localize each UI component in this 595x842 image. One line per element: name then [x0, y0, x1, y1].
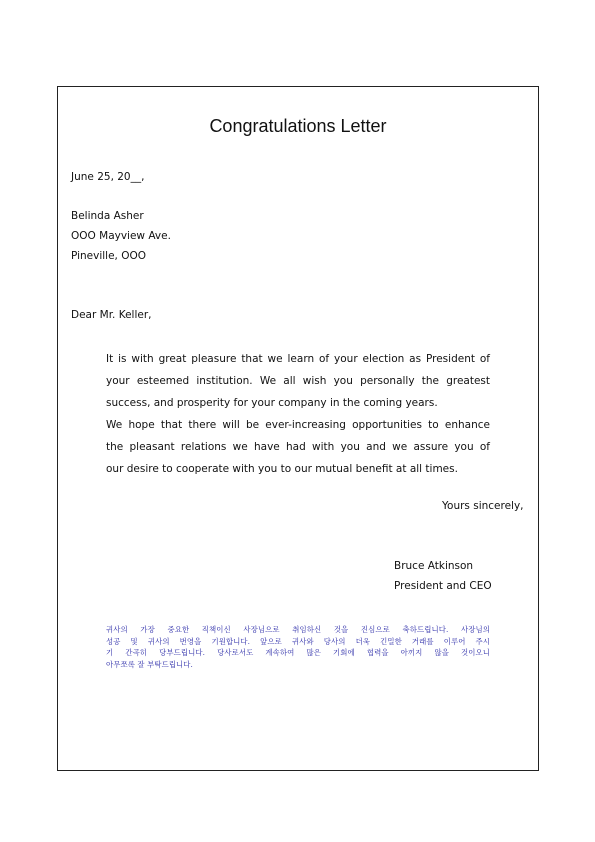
- body-line: your esteemed institution. We all wish you personally the greatest: [106, 375, 490, 387]
- letter-body: [106, 348, 490, 480]
- letter-date: June 25, 20__,: [71, 171, 145, 183]
- closing: Yours sincerely,: [442, 500, 524, 512]
- salutation: Dear Mr. Keller,: [71, 309, 152, 321]
- korean-line: 기 간곡히 당부드립니다. 당사로서도 계속하여 많은 기회에 협력을 아끼지 않을 것이오니: [106, 648, 490, 657]
- signer-name: Bruce Atkinson: [394, 560, 474, 572]
- korean-line: 성공 및 귀사의 번영을 기원합니다. 앞으로 귀사와 당사의 더욱 긴밀한 거래를 이루어 주시: [106, 636, 490, 646]
- korean-translation: [106, 624, 490, 670]
- korean-line: 귀사의 가장 중요한 직책이신 사장님으로 취임하신 것을 진심으로 축하드립니다. 사장님의: [106, 625, 490, 634]
- body-line: the pleasant relations we have had with you and we assure you of: [106, 441, 490, 453]
- body-line: our desire to cooperate with you to our mutual benefit at all times.: [106, 463, 458, 475]
- body-line: It is with great pleasure that we learn of your election as President of: [106, 353, 490, 365]
- signer-title: President and CEO: [394, 580, 492, 592]
- recipient-address-line1: OOO Mayview Ave.: [71, 230, 171, 242]
- letter-title: Congratulations Letter: [209, 116, 387, 136]
- recipient-name: Belinda Asher: [71, 210, 144, 222]
- body-line: We hope that there will be ever-increasing opportunities to enhance: [106, 419, 490, 431]
- body-line: success, and prosperity for your company in the coming years.: [106, 397, 438, 409]
- korean-line: 아무쪼록 잘 부탁드립니다.: [106, 659, 193, 669]
- recipient-address-line2: Pineville, OOO: [71, 250, 147, 262]
